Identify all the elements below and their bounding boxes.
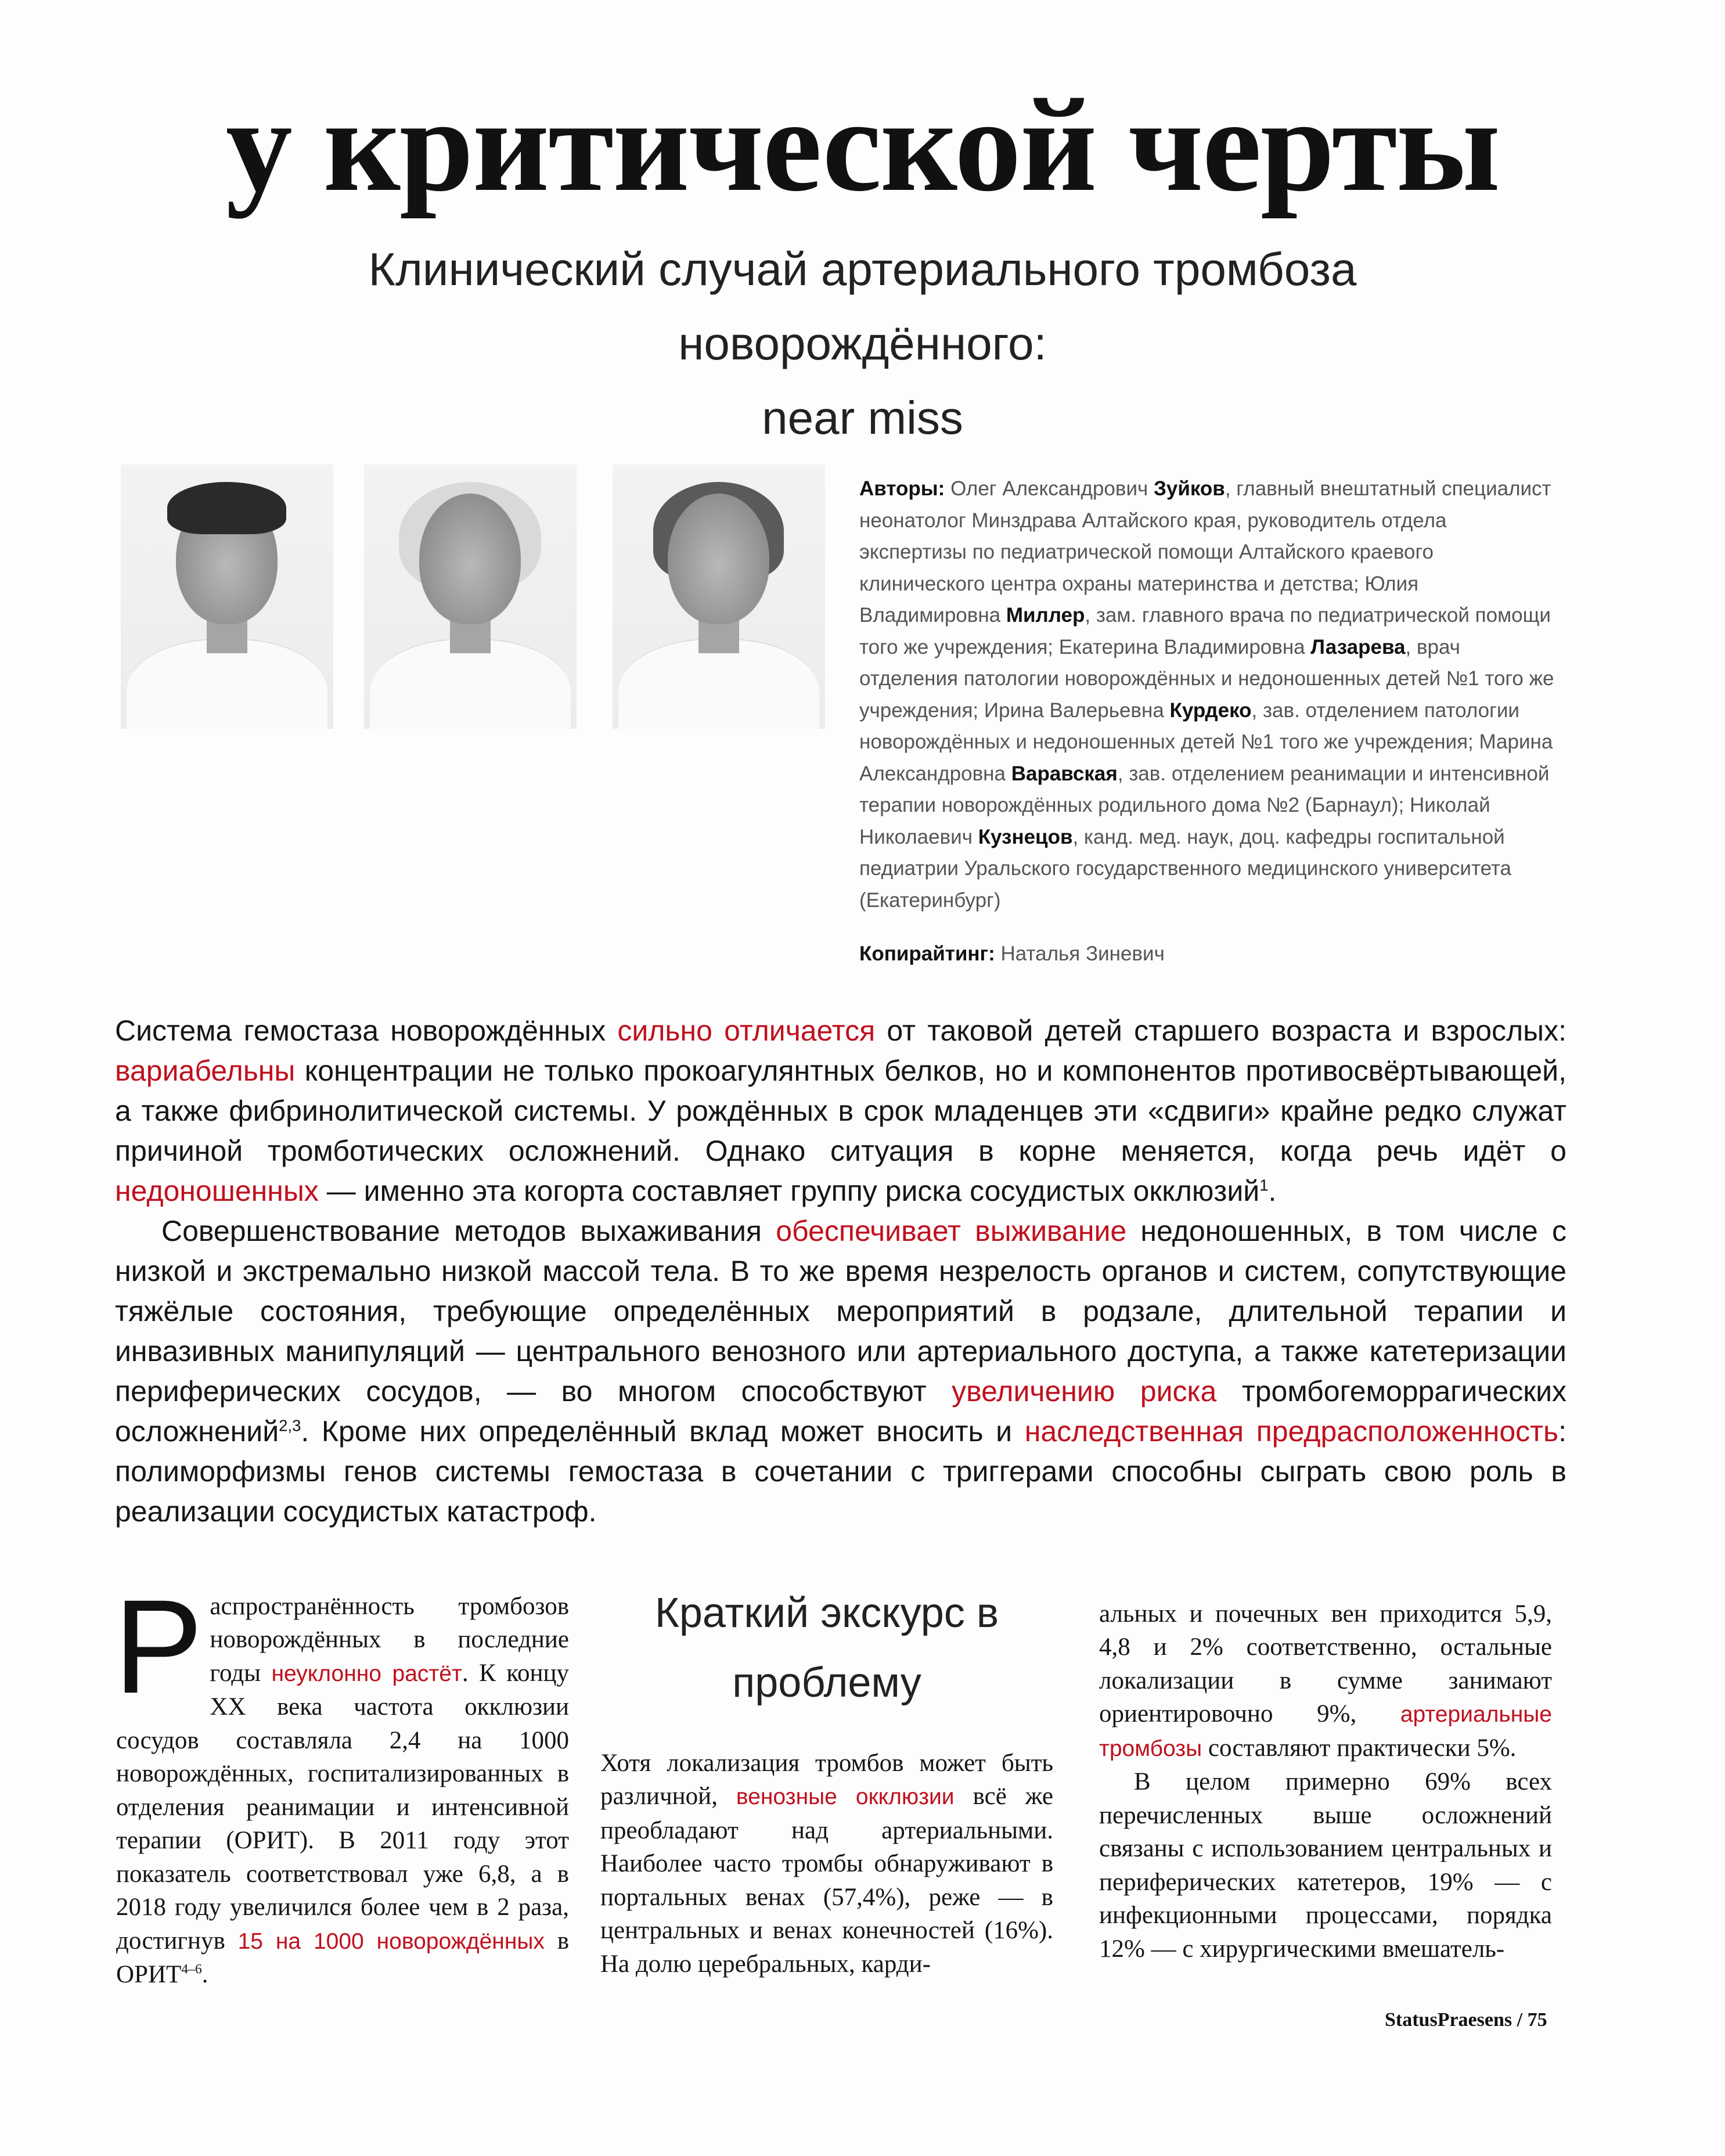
- highlighted-text: обеспечивает выживание: [776, 1214, 1127, 1247]
- text-run: , врач отделения патологии новорождённых и недоношенных детей №1 того же учреждения; Ирина Валерьевна: [859, 635, 1554, 722]
- credits-block: [859, 473, 1556, 970]
- author-surname: Лазарева: [1310, 635, 1406, 658]
- copywriting-label: Копирайтинг:: [859, 942, 995, 965]
- page-footer: [1385, 2009, 1725, 2031]
- highlighted-text: наследственная предрасположенность: [1024, 1414, 1559, 1448]
- text-run: : полиморфизмы генов системы гемостаза в сочетании с триггерами способны сыграть свою роль в реализации сосудистых катастроф.: [115, 1414, 1566, 1528]
- highlighted-text: артериальные тромбозы: [1099, 1702, 1552, 1761]
- text-run: альных и почечных вен приходится 5,9, 4,8 и 2% соответственно, остальные локализации в сумме занимают ориентировочно 9%,: [1099, 1600, 1552, 1727]
- authors-text: [859, 477, 1554, 912]
- text-run: — именно эта когорта составляет группу риска сосудистых окклюзий: [318, 1174, 1260, 1207]
- reference-superscript: 1: [1259, 1175, 1269, 1194]
- reference-superscript: 2,3: [279, 1416, 301, 1434]
- paragraph: [115, 1011, 1566, 1211]
- text-run: , зав. отделением реанимации и интенсивной терапии новорождённых родильного дома №2 (Барнаул); Николай Николаевич: [859, 762, 1550, 848]
- text-run: аспространённость тромбозов новорождённых в последние годы: [210, 1592, 569, 1687]
- text-run: . К концу XX века частота окклюзии сосудов составляла 2,4 на 1000 новорождённых, госпитализированных в отделения реанимации и интенсивной терапии (ОРИТ). В 2011 году этот показатель соответствовал уже 6,8, а в 2018 году увеличился более чем в 2 раза, достигнув: [116, 1659, 569, 1955]
- author-surname: Варавская: [1011, 762, 1118, 785]
- text-run: , зав. отделением патологии новорождённых и недоношенных детей №1 того же учреждения; Марина Александровна: [859, 699, 1553, 785]
- text-run: недоношенных, в том числе с низкой и экстремально низкой массой тела. В то же время незрелость органов и систем, сопутствующие тяжёлые состояния, требующие определённых мероприятий в родзале, длительной терапии и инвазивных манипуляций — центрального венозного или артериального доступа, а также катетеризации периферических сосудов, — во многом способствуют: [115, 1214, 1566, 1408]
- highlighted-text: сильно отличается: [617, 1014, 876, 1047]
- column-2: [600, 1590, 1053, 1981]
- text-run: . Кроме них определённый вклад может вносить и: [301, 1414, 1025, 1448]
- text-run: от таковой детей старшего возраста и взрослых:: [875, 1014, 1566, 1047]
- text-run: Система гемостаза новорождённых: [115, 1014, 618, 1047]
- subtitle-line: Клинический случай артериального тромбоза новорождённого:: [368, 243, 1357, 369]
- authors-block: [859, 473, 1556, 916]
- lead-text: [115, 1011, 1566, 1532]
- column-1: [114, 1571, 569, 1992]
- text-run: .: [1268, 1174, 1277, 1207]
- text-run: Совершенствование методов выхаживания: [161, 1214, 776, 1247]
- text-run: .: [201, 1961, 208, 1988]
- drop-cap: Р: [114, 1571, 203, 1721]
- page-number: 75: [1527, 2009, 1547, 2031]
- paragraph: [600, 1747, 1053, 1981]
- text-run: Хотя локализация тромбов может быть различной,: [600, 1749, 1053, 1810]
- section-heading: Краткий экскурс в проблему: [654, 1589, 999, 1706]
- text-run: , канд. мед. наук, доц. кафедры госпитальной педиатрии Уральского государственного медицинского университета (Екатеринбург): [859, 825, 1512, 912]
- highlighted-text: увеличению риска: [952, 1374, 1217, 1408]
- author-surname: Кузнецов: [978, 825, 1073, 848]
- text-run: в ОРИТ: [116, 1927, 569, 1988]
- text-run: концентрации не только прокоагулянтных белков, но и компонентов противосвёртывающей, а также фибринолитической системы. У рождённых в срок младенцев эти «сдвиги» крайне редко служат причиной тромботических осложнений. Однако ситуация в корне меняется, когда речь идёт о: [115, 1054, 1566, 1167]
- text-run: В целом примерно 69% всех перечисленных выше осложнений связаны с использованием центральных и периферических катетеров, 19% — с инфекционными процессами, порядка 12% — с хирургическими вмешатель-: [1099, 1768, 1552, 1963]
- text-run: , главный внештатный специалист неонатолог Минздрава Алтайского края, руководитель отдела экспертизы по педиатрической помощи Алтайского краевого клинического центра охраны материнства и детства; Юлия Владимировна: [859, 477, 1551, 627]
- text-run: тромбогеморрагических осложнений: [115, 1374, 1566, 1448]
- highlighted-text: вариабельны: [115, 1054, 296, 1087]
- paragraph: [1099, 1597, 1552, 1766]
- text-run: всё же преобладают над артериальными. Наиболее часто тромбы обнаруживают в портальных венах (57,4%), реже — в центральных и венах конечностей (16%). На долю церебральных, карди-: [600, 1783, 1053, 1978]
- highlighted-text: 15 на 1000 новорождённых: [237, 1928, 545, 1954]
- text-run: составляют практически 5%.: [1202, 1734, 1517, 1762]
- copywriting-credit: [859, 938, 1556, 970]
- copywriter-name: Наталья Зиневич: [1000, 942, 1165, 965]
- paragraph: [115, 1211, 1566, 1532]
- columns: [114, 1571, 1725, 1992]
- column-3: [1099, 1597, 1552, 1966]
- highlighted-text: недоношенных: [115, 1174, 319, 1207]
- article-title: у критической черты: [225, 71, 1500, 219]
- paragraph: [1099, 1765, 1552, 1966]
- highlighted-text: венозные окклюзии: [736, 1784, 955, 1809]
- reference-superscript: 4–6: [181, 1961, 202, 1977]
- text-run: Олег Александрович: [950, 477, 1154, 500]
- subtitle-line: near miss: [762, 392, 963, 444]
- author-surname: Зуйков: [1153, 477, 1225, 500]
- author-surname: Миллер: [1006, 604, 1085, 627]
- separator: /: [1512, 2009, 1528, 2031]
- authors-label: Авторы:: [859, 477, 945, 500]
- highlighted-text: неуклонно растёт: [271, 1661, 462, 1686]
- text-run: , зам. главного врача по педиатрической помощи того же учреждения; Екатерина Владимировна: [859, 604, 1551, 658]
- author-surname: Курдеко: [1169, 699, 1252, 722]
- magazine-name: StatusPraesens: [1385, 2009, 1512, 2031]
